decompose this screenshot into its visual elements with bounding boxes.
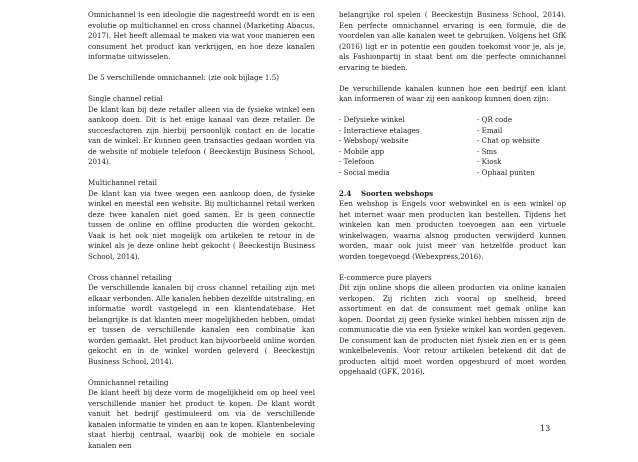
multichannel-body: De klant kan via twee wegen een aankoop doen, de fysieke winkel en meestal een website. Bij multichannel retail werken deze twee kanalen niet goed samen. Er is geen connectie tussen de online en offline producten die worden gekocht. Vaak is het ook niet mogelijk om artikelen te retour in de winkel als je deze online hebt gekocht ( Beeckestijn Business School, 2014). [88, 188, 315, 261]
omnichannel-body: De klant heeft bij deze vorm de mogelijkheid om op heel veel verschillende manier het product te kopen. De klant wordt vanuit het bedrijf gestimuleerd om via de verschillende kanalen informatie te vinden en aan te kopen. Klantenbeleving staat hierbij centraal, waarbij ook de mobiele en sociale kanalen een [88, 388, 315, 450]
cross-channel-section [88, 273, 315, 368]
section-heading [339, 189, 566, 200]
list-item: - Defysieke winkel - QR code [339, 115, 513, 124]
continued-paragraph: belangrijke rol spelen ( Beeckestijn Business School, 2014). Een perfecte omnichannel ervaring is een formule, die de voordelen van alle kanalen weet te gebruiken. Volgens het GfK (2016) ligt er in potentie een gouden toekomst voor je, als je, als Fashionpartij in staat bent om die perfecte omnichannel ervaring te bieden. [339, 10, 566, 72]
ecommerce-body: Dit zijn online shops die alleen producten via online kanalen verkopen. Zij richten zich vooral op snelheid, breed assortiment en dat de consument met gemak online kan kopen. Doordat zij geen fysieke winkel hebben missen zijn de communicatie die via een fysieke winkel kan worden gegeven. De consument kan de producten niet fysiek zien en er is geen winkelbelevenis. Voor retour artikelen betekend dit dat de producten altijd moet worden opgestuurd of moet worden opgehaald (GFK, 2016). [339, 283, 566, 376]
list-item: - Telefoon - Kiosk [339, 157, 502, 166]
list-item: - Mobile app - Sms [339, 146, 497, 156]
list-item: - Interactieve etalages - Email [339, 125, 503, 135]
right-column [339, 10, 566, 388]
multichannel-section [88, 178, 315, 262]
single-channel-section [88, 94, 315, 168]
omnichannel-title: Omnichannel retailing [88, 377, 169, 387]
webshop-paragraph: Een webshop is Engels voor webwinkel en is een winkel op het internet waar men producten kan bestellen. Tijdens het winkelen kan men producten toevoegen aan een virtuele winkelwagen, waarna alsnog producten verwijderd kunnen worden, maar ook juist meer van hetzelfde product kan worden toegevoegd (Webexpress,2016). [339, 199, 566, 261]
left-column [88, 10, 315, 462]
page-number: 13 [540, 424, 551, 433]
omnichannel-types-intro: De 5 verschillende omnichannel: (zie ook bijlage 1.5) [88, 73, 279, 82]
section-title: Soorten webshops [361, 188, 434, 198]
ecommerce-title: E-commerce pure players [339, 272, 432, 282]
single-channel-body: De klant kan bij deze retailer alleen via de fysieke winkel een aankoop doen. Dit is het enige kanaal van deze retailer. De succesfactoren zijn hierbij persoonlijk contact en de locatie van de winkel. Er kunnen geen transacties gedaan worden via de website of mobiele telefoon ( Beeckestijn Business School, 2014). [88, 104, 315, 166]
intro-paragraph: Omnichannel is een ideologie die nagestreefd wordt en is een evolutie op multichannel en cross channel (Marketing Abacus, 2017). Het heeft allemaal te maken via wat voor manieren een consument het product kan verkrijgen, en hoe deze kanalen informatie uitwisselen. [88, 10, 315, 61]
single-channel-title: Single channel retial [88, 94, 163, 103]
ecommerce-section [339, 273, 566, 378]
section-number: 2.4 [339, 188, 352, 198]
multichannel-title: Multichannel retail [88, 178, 158, 187]
cross-channel-body: De verschillende kanalen bij cross channel retailing zijn met elkaar verbonden. Alle kanalen hebben dezelfde uitstraling, en informatie wordt vastgelegd in een klantendatebase. Het belangrijke is dat klanten meer mogelijkheden hebben, omdat er tussen de verschillende kanalen een combinatie kan worden gemaakt. Het product kan bijvoorbeeld online worden gekocht en in de winkel worden geleverd ( Beeckestijn Business School, 2014). [88, 283, 315, 366]
cross-channel-title: Cross channel retailing [88, 272, 172, 282]
channels-intro: De verschillende kanalen kunnen hoe een bedrijf een klant kan informeren of waar zij een aankoop kunnen doen zijn: [339, 83, 566, 103]
list-item: - Social media - Ophaal punten [339, 167, 535, 177]
list-item: - Webshop/ website - Chat op website [339, 136, 540, 145]
omnichannel-section [88, 378, 315, 452]
channels-list [339, 115, 566, 178]
